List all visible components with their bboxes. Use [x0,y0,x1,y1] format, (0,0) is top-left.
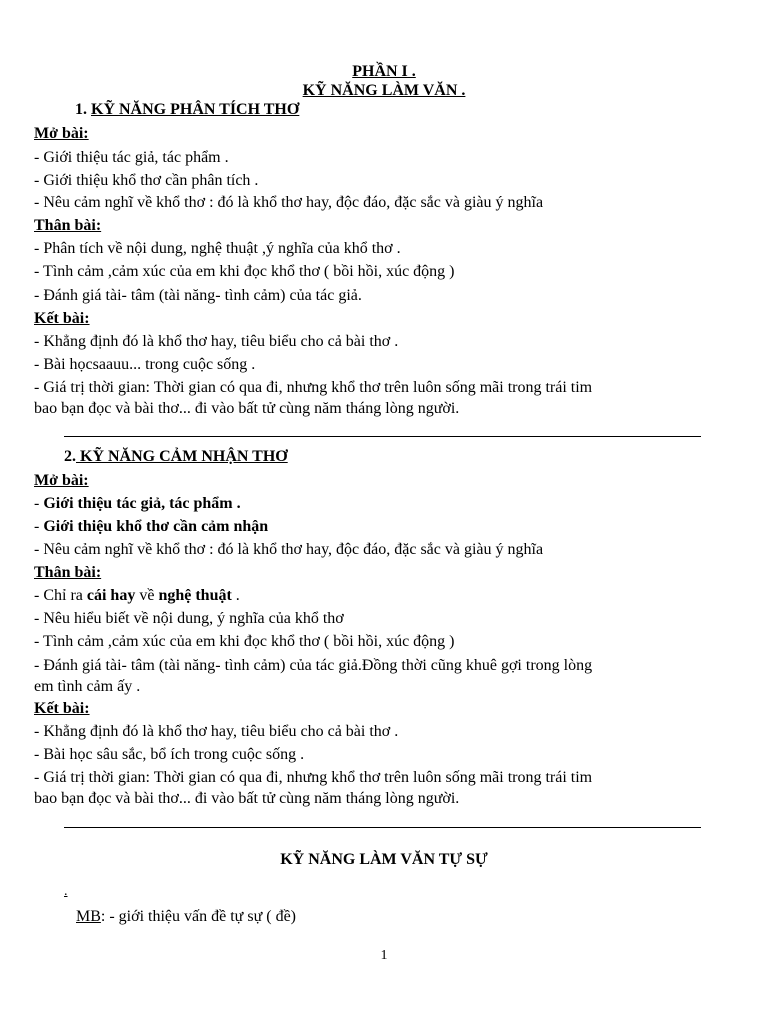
section-2-heading [64,447,288,467]
section-1-number: 1. [75,101,91,118]
text-run: - Chỉ ra [34,587,87,604]
s2-mo-bai-line [34,517,268,537]
s2-than-bai-label: Thân bài: [34,564,102,581]
text-run: về [135,587,159,604]
s1-than-bai-label: Thân bài: [34,217,102,234]
section-2-title: KỸ NĂNG CẢM NHẬN THƠ [76,448,288,465]
s2-ket-bai-line: - Bài học sâu sắc, bổ ích trong cuộc sống . [34,746,305,763]
s1-mo-bai-line: - Giới thiệu khổ thơ cần phân tích . [34,172,259,189]
mb-text: : - giới thiệu vấn đề tự sự ( đề) [100,908,296,925]
stray-mark: . [64,884,68,899]
s1-than-bai-line: - Tình cảm ,cảm xúc của em khi đọc khổ thơ ( bồi hồi, xúc động ) [34,263,455,280]
mb-label: MB [76,908,101,925]
s1-ket-bai-line: - Bài họcsaauu... trong cuộc sống . [34,356,256,373]
divider [64,827,701,828]
text-run-bold: cái hay [86,587,136,604]
section-3-heading: KỸ NĂNG LÀM VĂN TỰ SỰ [280,851,488,868]
text-run-bold: nghệ thuật [158,587,232,604]
s2-mo-bai-text: Giới thiệu khổ thơ cần cảm nhận [43,518,269,535]
document-title: KỸ NĂNG LÀM VĂN . [302,82,466,99]
section-2-number: 2. [64,448,76,465]
s2-mo-bai-text: Giới thiệu tác giả, tác phẩm . [43,495,241,512]
mb-line [64,907,296,927]
s1-ket-bai-line: bao bạn đọc và bài thơ... đi vào bất tử cùng năm tháng lòng người. [34,400,460,417]
divider [64,436,701,437]
s2-ket-bai-line: - Khẳng định đó là khổ thơ hay, tiêu biểu cho cả bài thơ . [34,723,399,740]
s2-mo-bai-line: - Nêu cảm nghĩ về khổ thơ : đó là khổ thơ hay, độc đáo, đặc sắc và giàu ý nghĩa [34,541,544,558]
s1-ket-bai-line: - Giá trị thời gian: Thời gian có qua đi, nhưng khổ thơ trên luôn sống mãi trong trái tim [34,379,593,396]
s1-mo-bai-label: Mở bài: [34,125,89,142]
section-1-title: KỸ NĂNG PHÂN TÍCH THƠ [91,101,300,118]
s2-mo-bai-prefix: - [34,518,44,535]
s2-than-bai-line [34,586,240,606]
s2-ket-bai-line: bao bạn đọc và bài thơ... đi vào bất tử cùng năm tháng lòng người. [34,790,460,807]
s1-ket-bai-label: Kết bài: [34,310,90,327]
s2-ket-bai-label: Kết bài: [34,700,90,717]
s2-mo-bai-prefix: - [34,495,44,512]
page-number: 1 [380,948,388,963]
s1-than-bai-line: - Đánh giá tài- tâm (tài năng- tình cảm) của tác giả. [34,287,362,304]
s2-than-bai-line: - Đánh giá tài- tâm (tài năng- tình cảm) của tác giả.Đồng thời cũng khuê gợi trong lòng [34,657,593,674]
s2-than-bai-line: - Nêu hiểu biết về nội dung, ý nghĩa của khổ thơ [34,610,344,627]
s1-ket-bai-line: - Khẳng định đó là khổ thơ hay, tiêu biểu cho cả bài thơ . [34,333,399,350]
s2-than-bai-line: - Tình cảm ,cảm xúc của em khi đọc khổ thơ ( bồi hồi, xúc động ) [34,633,455,650]
s2-ket-bai-line: - Giá trị thời gian: Thời gian có qua đi, nhưng khổ thơ trên luôn sống mãi trong trái tim [34,769,593,786]
text-run: . [231,587,240,604]
s1-than-bai-line: - Phân tích về nội dung, nghệ thuật ,ý nghĩa của khổ thơ . [34,240,401,257]
section-1-heading [75,100,299,120]
s1-mo-bai-line: - Nêu cảm nghĩ về khổ thơ : đó là khổ thơ hay, độc đáo, đặc sắc và giàu ý nghĩa [34,194,544,211]
s2-mo-bai-label: Mở bài: [34,472,89,489]
part-heading: PHẦN I . [352,63,416,80]
s1-mo-bai-line: - Giới thiệu tác giả, tác phẩm . [34,149,229,166]
s2-mo-bai-line [34,494,241,514]
s2-than-bai-line: em tình cảm ấy . [34,678,141,695]
